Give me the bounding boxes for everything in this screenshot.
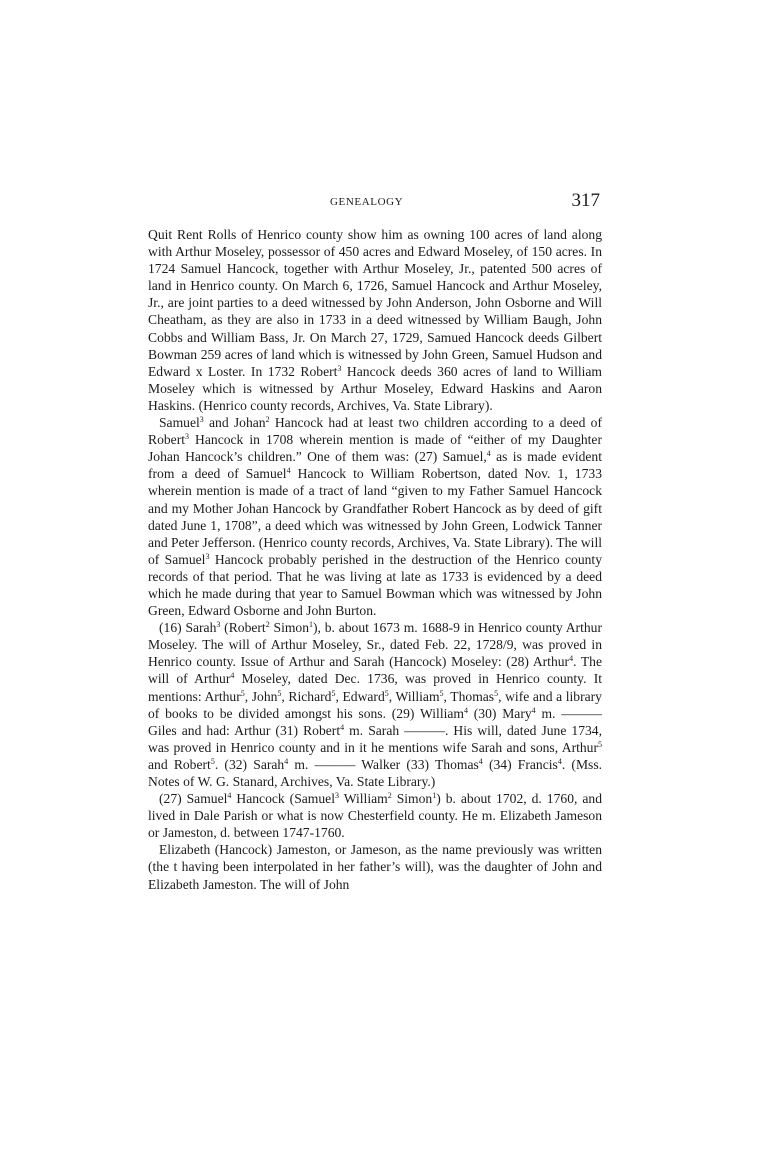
body-text	[148, 226, 602, 893]
paragraph: Quit Rent Rolls of Henrico county show him as owning 100 acres of land along with Arthur Moseley, possessor of 450 acres and Edward Moseley, of 150 acres. In 1724 Samuel Hancock, together with Arthur Moseley, Jr., patented 500 acres of land in Henrico county. On March 6, 1726, Samuel Hancock and Arthur Moseley, Jr., are joint parties to a deed witnessed by John Anderson, John Osborne and Will Cheatham, as they are also in 1733 in a deed witnessed by William Baugh, John Cobbs and William Bass, Jr. On March 27, 1729, Samued Hancock deeds Gilbert Bowman 259 acres of land which is witnessed by John Green, Samuel Hudson and Edward x Loster. In 1732 Robert$^3$ Hancock deeds 360 acres of land to William Moseley which is witnessed by Arthur Moseley, Edward Haskins and Aaron Haskins. (Henrico county records, Archives, Va. State Library).	[148, 227, 603, 413]
paragraph: Samuel$^3$ and Johan$^2$ Hancock had at least two children according to a deed of Robert$^3$ Hancock in 1708 wherein mention is made of “either of my Daughter Johan Hancock’s children.” One of them was: (27) Samuel,$^4$ as is made evident from a deed of Samuel$^4$ Hancock to William Robertson, dated Nov. 1, 1733 wherein mention is made of a tract of land “given to my Father Samuel Hancock and my Mother Johan Hancock by Grandfather Robert Hancock as by deed of gift dated June 1, 1708”, a deed which was witnessed by John Green, Lodwick Tanner and Peter Jefferson. (Henrico county records, Archives, Va. State Library). The will of Samuel$^3$ Hancock probably perished in the destruction of the Henrico county records of that period. That he was living at late as 1733 is evidenced by a deed which he made during that year to Samuel Bowman which was witnessed by John Green, Edward Osborne and John Burton.	[148, 415, 603, 619]
paragraph: (16) Sarah$^3$ (Robert$^2$ Simon$^1$), b. about 1673 m. 1688-9 in Henrico county Arthur Moseley. The will of Arthur Moseley, Sr., dated Feb. 22, 1728/9, was proved in Henrico county. Issue of Arthur and Sarah (Hancock) Moseley: (28) Arthur$^4$. The will of Arthur$^4$ Moseley, dated Dec. 1736, was proved in Henrico county. It mentions: Arthur$^5$, John$^5$, Richard$^5$, Edward$^5$, William$^5$, Thomas$^5$, wife and a library of books to be divided amongst his sons. (29) William$^4$ (30) Mary$^4$ m. ——— Giles and had: Arthur (31) Robert$^4$ m. Sarah ———. His will, dated June 1734, was proved in Henrico county and in it he mentions wife Sarah and sons, Arthur$^5$ and Robert$^5$. (32) Sarah$^4$ m. ——— Walker (33) Thomas$^4$ (34) Francis$^4$. (Mss. Notes of W. G. Stanard, Archives, Va. State Library.)	[148, 620, 603, 789]
page-number: 317	[571, 190, 600, 211]
book-page	[148, 190, 602, 893]
paragraph: Elizabeth (Hancock) Jameston, or Jameson, as the name previously was written (the t having been interpolated in her father’s will), was the daughter of John and Elizabeth Jameston. The will of John	[148, 842, 602, 892]
paragraph: (27) Samuel$^4$ Hancock (Samuel$^3$ William$^2$ Simon$^1$) b. about 1702, d. 1760, and lived in Dale Parish or what is now Chesterfield county. He m. Elizabeth Jameson or Jameston, d. between 1747-1760.	[148, 791, 602, 841]
running-title: GENEALOGY	[330, 196, 404, 208]
running-header	[148, 190, 602, 220]
